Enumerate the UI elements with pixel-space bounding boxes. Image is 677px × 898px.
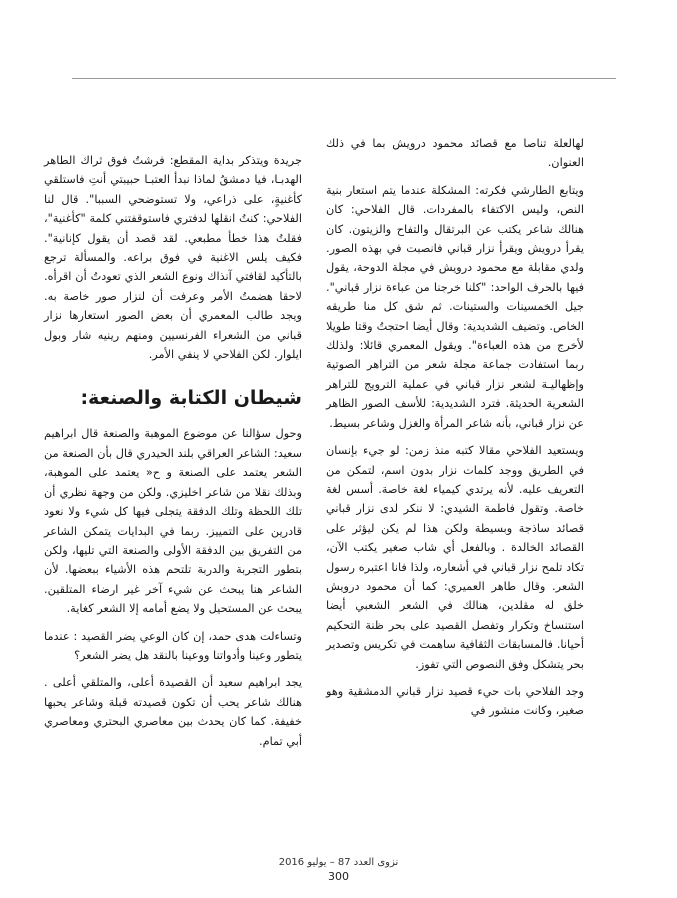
paragraph: وتساءلت هدى حمد، إن كان الوعي يضر القصيد : عندما يتطور وعينا وأدواتنا ووعينا بالنقد هل يضر الشعر؟	[44, 629, 302, 662]
paragraph: جريدة ويتذكر بداية المقطع: فرشتُ فوق ثراك الطاهر الهدبـا، فيا دمشقُ لماذا نبدأ العتبـا حبيبتي أنتِ فاستلقي كأغنيةٍ، على ذراعي، ولا تستوضحي السببا". قال لنا الفلاحي: كنتُ انقلها لدفتري فاستوقفتني كلمة "كأغنية"، فقلتُ هذا خطأ مطبعي. لقد قصد أن يقول كإنانية". فكيف يلس الاغنية في فوق براعه. والمسألة ترجع بالتأكيد لقافتي آنذاك ونوع الشعر الذي تعودتُ أن اقرأه. لاحقا هضمتُ الأمر وعرفت أن لنزار صور خاصة به. ويجد طالب المعمري أن بعض الصور استعارها نزار قباني من الشعراء الفرنسيين ومنهم رينيه شار وبول ايلوار. لكن الفلاحي لا ينفي الأمر.	[44, 154, 302, 362]
top-divider	[72, 78, 616, 79]
issue-info: نزوى العدد 87 – يوليو 2016	[278, 857, 399, 868]
section-heading: شيطان الكتابة والصنعة:	[80, 387, 302, 410]
page-number: 300	[328, 870, 349, 883]
paragraph: يجد ابراهيم سعيد أن القصيدة أعلى، والمتلقي أعلى . هنالك شاعر يحب أن تكون قصيدته قبلة وشاعر يحبها خفيفة. كما كان يحدث بين معاصري البحتري ومعاصري أبي تمام.	[44, 676, 302, 748]
paragraph: وحول سؤالنا عن موضوع الموهبة والصنعة قال ابراهيم سعيد: الشاعر العراقي بلند الحيدري قال بأن الصنعة من الشعر يعتمد على الصنعة و ح« يعتمد على الموهبة، وبذلك نقلا من شاعر اخليزي. ولكن من وجهة نظري أن تلك اللحظة وتلك الدفقة يتجلى فيها كل شيء ولا نعود قادرين على التمييز. ربما في البدايات يتمكن الشاعر من التفريق بين الدفقة الأولى والصنعة التي تليها، ولكن بتطور التجربة والدربة تلتحم هذه الأشياء ببعضها. لأن الشاعر هنا يبحث عن شيء آخر غير ارضاء المتلقين. يبحث عن المستحيل ولا يضع أمامه إلا الشعر كغاية.	[44, 427, 302, 616]
paragraph: وجد الفلاحي بات حيء قصيد نزار قباني الدمشقية وهو صغير، وكانت منشور في	[326, 684, 584, 718]
paragraph: ويستعيد الفلاحي مقالا كتبه منذ زمن: لو جيء بإنسان في الطريق ووجد كلمات نزار بدون اسم، لتمكن من التعريف عليه. لأنه يرتدي كيمياء لغة خاصة. أسس لغة خاصة. وتقول فاطمة الشيدي: لا ننكر لدى نزار قباني قصائد ساذجة وبسيطة ولكن هذا لم يكن ليؤثر على القصائد الخالدة . وبالفعل أي شاب صغير يكتب الآن، تكاد تلمح نزار قباني في أشعاره، ولذا فانا اعتبره رسول الشعر. وقال طاهر العميري: كما أن محمود درويش خلق له مقلدين، هنالك في الشعر الشعبي أيضا استنساخ وتكرار وتفصل القصيد على بحر ظنة التحكيم أحيانا. فالمسابقات الثقافية ساهمت في تكريس وتصدير بحر يتشكل وفق النصوص التي تفوز.	[326, 444, 584, 671]
paragraph: لهالعلة تناصا مع قصائد محمود درويش بما في ذلك العنوان.	[326, 137, 584, 170]
paragraph: ويتابع الطارشي فكرته: المشكلة عندما يتم استعار بنية النص، وليس الاكتفاء بالمفردات. قال الفلاحي: كان هنالك شاعر يكتب عن البرتقال والتفاح والزيتون. كان يقرأ درويش ويقرأ نزار قباني فانصبت في بهذه الصور. ولدي مقابلة مع محمود درويش في مجلة الدوحة، يقول فيها بالحرف الواحد: "كلنا خرجنا من عباءة نزار قباني". جيل الخمسينات والستينات. ثم شق كل منا طريقه الخاص. وتضيف الشديدية: وقال أيضا احتجتُ وقتا طويلا لأخرج من هذه العباءة". ويقول المعمري قائلا: ولذلك ربما استفادت جماعة مجلة شعر من التراهر الصوتية وإظهاليـة لشعر نزار قباني في عملية الترويج للتراهر الشعرية الحديثة. فترد الشديدية: للأسف الصور الظاهر عن نزار قباني، بأنه شاعر المرأة والغزل وشاعر بسيط.	[326, 183, 584, 430]
left-column	[44, 151, 302, 759]
right-column	[326, 134, 584, 729]
